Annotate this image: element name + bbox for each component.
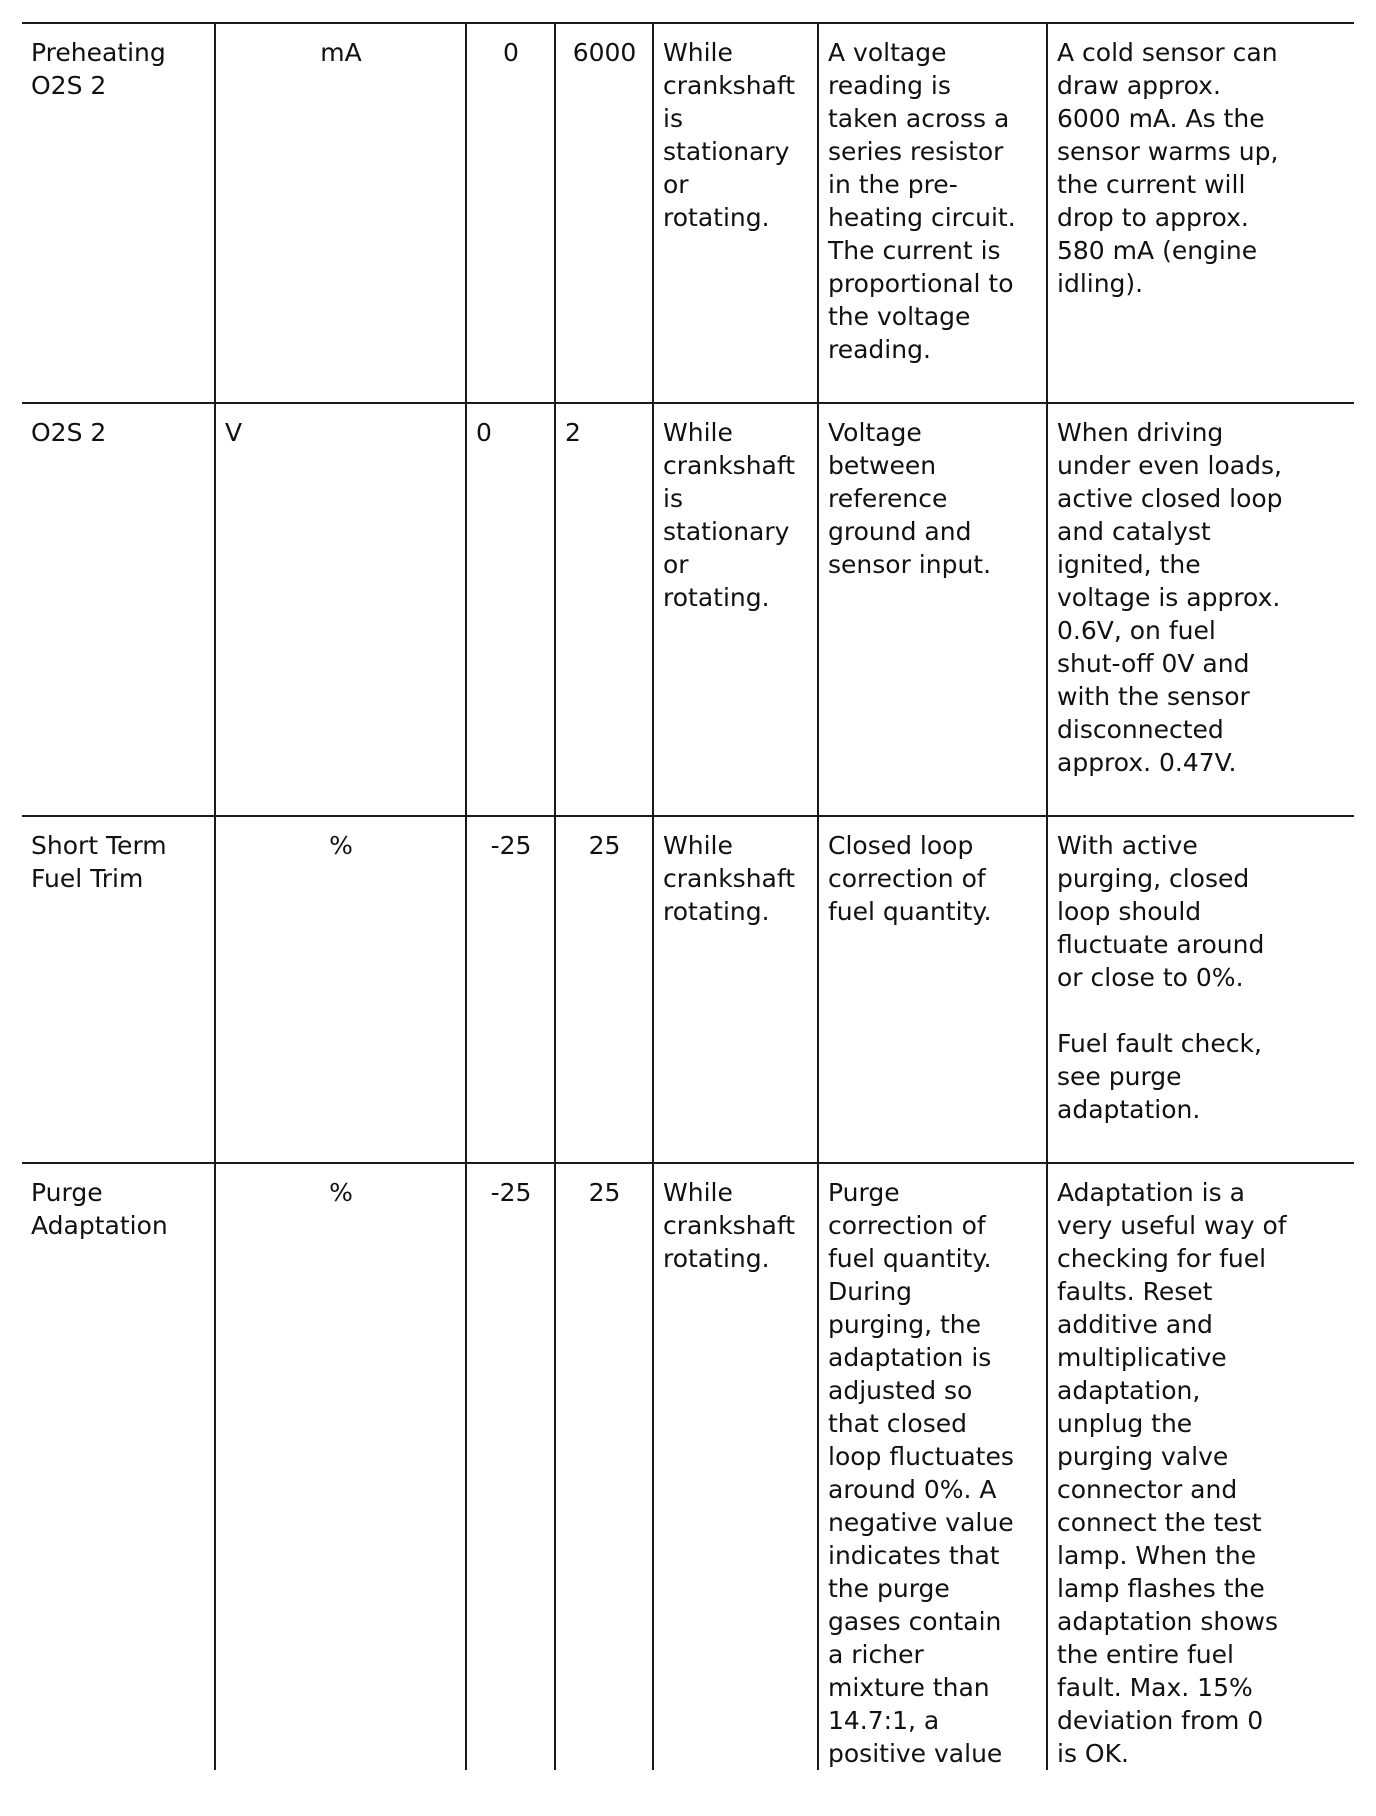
table-row	[22, 403, 1354, 816]
document-page	[22, 22, 1354, 1770]
parameter-max: 6000	[555, 23, 653, 403]
parameter-notes: A cold sensor can draw approx. 6000 mA. As the sensor warms up, the current will drop to approx. 580 mA (engine idling).	[1047, 23, 1354, 403]
parameter-notes: When driving under even loads, active closed loop and catalyst ignited, the voltage is approx. 0.6V, on fuel shut-off 0V and with the sensor disconnected approx. 0.47V.	[1047, 403, 1354, 816]
parameter-table	[22, 22, 1354, 1770]
parameter-unit: V	[215, 403, 466, 816]
parameter-name: Preheating O2S 2	[22, 23, 215, 403]
table-row	[22, 1163, 1354, 1770]
parameter-max: 2	[555, 403, 653, 816]
parameter-description: Closed loop correction of fuel quantity.	[818, 816, 1047, 1163]
parameter-notes: With active purging, closed loop should fluctuate around or close to 0%. Fuel fault check, see purge adaptation.	[1047, 816, 1354, 1163]
parameter-description: A voltage reading is taken across a series resistor in the pre- heating circuit. The current is proportional to the voltage reading.	[818, 23, 1047, 403]
table-row	[22, 816, 1354, 1163]
parameter-condition: While crankshaft is stationary or rotating.	[653, 23, 818, 403]
parameter-unit: mA	[215, 23, 466, 403]
parameter-condition: While crankshaft is stationary or rotating.	[653, 403, 818, 816]
parameter-notes: Adaptation is a very useful way of checking for fuel faults. Reset additive and multiplicative adaptation, unplug the purging valve connector and connect the test lamp. When the lamp flashes the adaptation shows the entire fuel fault. Max. 15% deviation from 0 is OK.	[1047, 1163, 1354, 1770]
parameter-max: 25	[555, 816, 653, 1163]
parameter-min: 0	[466, 403, 555, 816]
parameter-min: -25	[466, 816, 555, 1163]
parameter-min: 0	[466, 23, 555, 403]
parameter-unit: %	[215, 1163, 466, 1770]
parameter-description: Purge correction of fuel quantity. During purging, the adaptation is adjusted so that closed loop fluctuates around 0%. A negative value indicates that the purge gases contain a richer mixture than 14.7:1, a positive value	[818, 1163, 1047, 1770]
parameter-name: Purge Adaptation	[22, 1163, 215, 1770]
parameter-name: O2S 2	[22, 403, 215, 816]
parameter-condition: While crankshaft rotating.	[653, 816, 818, 1163]
parameter-max: 25	[555, 1163, 653, 1770]
parameter-condition: While crankshaft rotating.	[653, 1163, 818, 1770]
table-row	[22, 23, 1354, 403]
parameter-min: -25	[466, 1163, 555, 1770]
parameter-description: Voltage between reference ground and sensor input.	[818, 403, 1047, 816]
parameter-unit: %	[215, 816, 466, 1163]
parameter-name: Short Term Fuel Trim	[22, 816, 215, 1163]
